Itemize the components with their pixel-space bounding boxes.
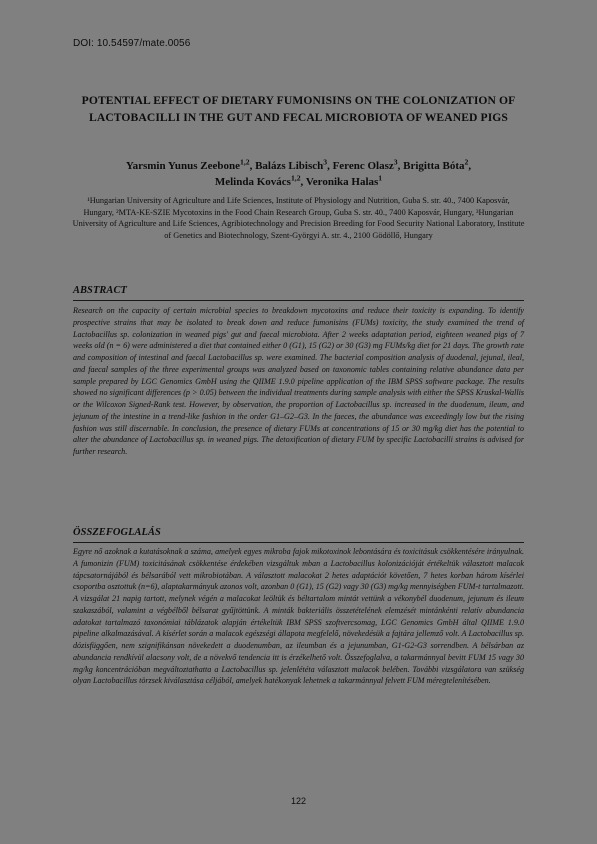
author: Veronika Halas$^1$ [305,173,383,188]
author: Ferenc Olasz$^3$, [332,157,404,172]
affiliations: ¹Hungarian University of Agriculture and Life Sciences, Institute of Physiology and Nutrition, Guba S. str. 40., 7400 Kaposvár, Hungary, ²MTA-KE-SZIE Mycotoxins in the Food Chain Research Group, Guba S. str. 40., 7400 Kaposvár, Hungary, ³Hungarian University of Agriculture and Life Sciences, Agribiotechnology and Precision Breeding for Food Security National Laboratory, Institute of Genetics and Biotechnology, Szent-Györgyi A. str. 4., 2100 Gödöllő, Hungary [72,196,525,240]
summary-text: Egyre nő azoknak a kutatásoknak a száma, amelyek egyes mikroba fajok mikotoxinok lebontására és toxicitásuk csökkentésére irányulnak. A fumonizin (FUM) toxicitásának csökkentése érdekében vizsgáltuk mban a Lactobacillus kolonizációját értékeltük választott malacok tápcsatornájából és bélsarából vett mikrobiotában. A választott malacokat 2 hetes adaptációt követően, 7 hetes korban három kísérlei csoportba osztottuk (n=6), alaptakarmányuk azonos volt, azonban 0 (G1), 15 (G2) vagy 30 (G3) mg/kg mennyiségben FUM-t tartalmazott. A vizsgálat 21 napig tartott, melynek végén a malacokat leöltük és béltartalom mintát vettünk a vékonybél duodenum, jejunum és ileum szakaszából, valamint a végbélből bélsarat gyűjtöttünk. A minták bakteriális összetételének elemzését mintánkénti relatív abundancia adatokat tartalmazó taxonómiai táblázatok alapján értékeltük IBM SPSS szoftvercsomag, LGC Genomics GmbH által QIIME 1.9.0 pipeline alkalmazásával. A kísérlet során a malacok egészségi állapota megfelelő, növekedésük a fajtára jellemző volt. A Lactobacillus sp. dózisfüggően, nem szignifikánsan növekedett a duodenumban, az ileumban és a jejunumban, G1-G2-G3 sorrendben. A bélsárban az abundancia rendkívül alacsony volt, de a növekvő tendencia itt is érzékelhető volt. Összefoglalva, a takarmánnyal bevitt FUM 15 vagy 30 mg/kg koncentrációban megváltoztathatta a Lactobacillus sp. jelenlététa választott malacok belében. További vizsgálatora van szükség olyan Lactobacillus törzsek kiválasztása céljából, amelyek hatékonyak lehetnek a takarmánnyal felvett FUM méregtelenítésében. [73,547,524,686]
author: Yarsmin Yunus Zeebone$^{1,2}$, [125,157,256,172]
abstract-text: Research on the capacity of certain microbial species to breakdown mycotoxins and reduce their toxicity is expanding. To identify prospective strains that may be isolated to break down and reduce fumonisins (FUMs) toxicity, the study examined the trend of Lactobacillus sp. colonization in weaned pigs' gut and faecal microbiota. After 2 weeks adaptation period, eighteen weaned pigs of 7 weeks old (n = 6) were administered a diet that contained either 0 (G1), 15 (G2) or 30 (G3) mg FUMs/kg diet for 21 days. The growth rate and composition of intestinal and faecal Lactobacillus sp. were examined. The bacterial composition analysis of duodenal, jejunal, ileal, and faecal samples of the three experimental groups was analyzed based on taxonomic tables containing relative abundance data per sample prepared by LGC Genomics GmbH using the QIIME 1.9.0 pipeline application of the IBM SPSS software package. The results showed no significant differences (p > 0.05) between the individual treatments during sample analysis with either the SPSS Kruskal-Wallis or the Wilcoxon Signed-Rank test. However, by observation, the proportion of Lactobacillus sp. increased in the duodenum, ileum, and jejunum of the intestine in a trend-like fashion in the order G1–G2–G3. In the faeces, the abundance was exceedingly low but the rising fashion was still discernable. In conclusion, the presence of dietary FUMs at concentrations of 15 or 30 mg/kg diet has the potential to alter the abundance of Lactobacillus sp. in weaned pigs. The detoxification of dietary FUM by specific Lactobacilli strains is advised for further research. [73,306,524,456]
author: Brigitta Bóta$^2$, [403,157,472,172]
doi-text: DOI: 10.54597/mate.0056 [73,38,191,49]
summary-rule [73,542,524,543]
abstract-rule [73,300,524,301]
abstract-heading: ABSTRACT [73,285,127,296]
paper-title: POTENTIAL EFFECT OF DIETARY FUMONISINS ON THE COLONIZATION OF LACTOBACILLI IN THE GUT AND FECAL MICROBIOTA OF WEANED PIGS [81,94,516,124]
summary-heading: ÖSSZEFOGLALÁS [73,527,161,538]
author: Melinda Kovács$^{1,2}$, [214,173,306,188]
page-number: 122 [290,796,307,806]
author-list [60,158,537,190]
author: Balázs Libisch$^3$, [255,157,333,172]
